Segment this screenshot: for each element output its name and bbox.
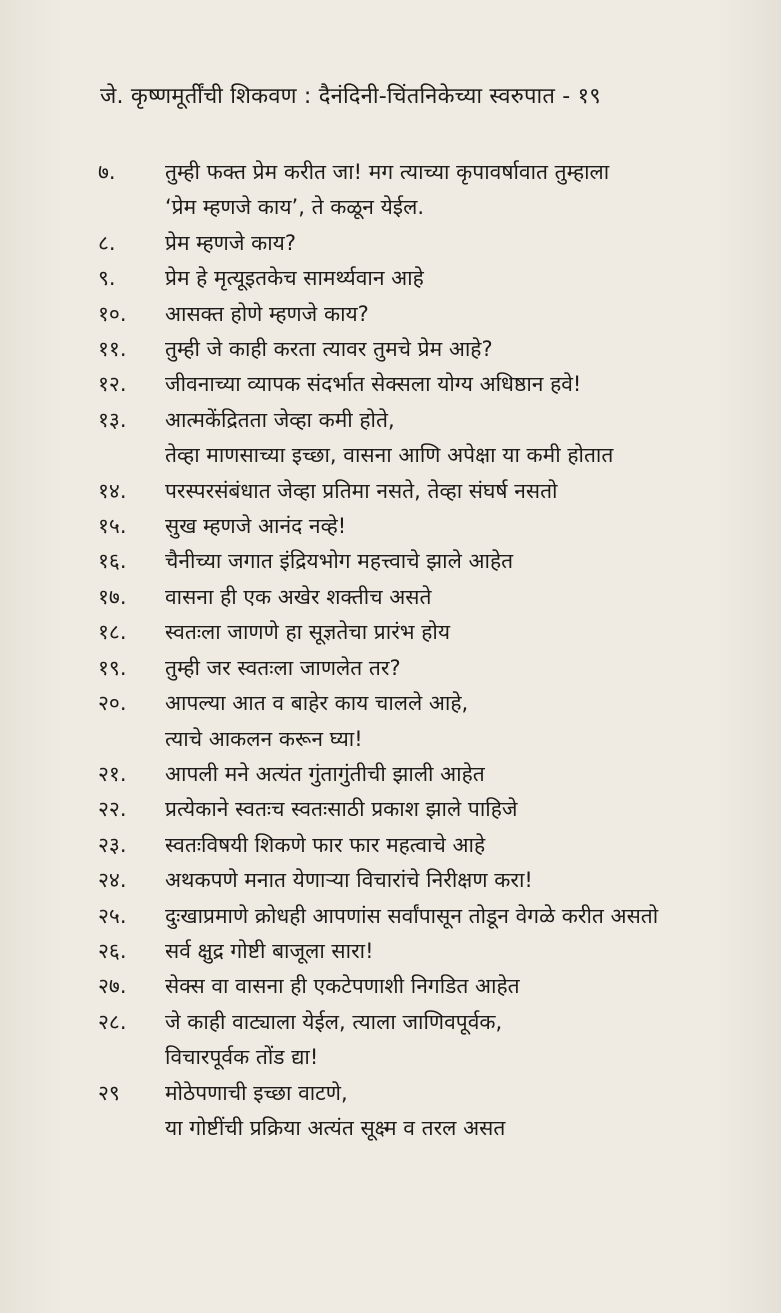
list-item xyxy=(0,863,781,898)
entry-number: २४. xyxy=(98,868,127,893)
running-head: जे. कृष्णमूर्तींची शिकवण : दैनंदिनी-चिंतनिकेच्या स्वरुपात - १९ xyxy=(100,84,601,109)
list-item xyxy=(0,403,781,474)
entry-text xyxy=(165,403,755,474)
list-item xyxy=(0,1005,781,1076)
entry-number: २२. xyxy=(98,797,127,822)
list-item xyxy=(0,615,781,650)
entry-line: या गोष्टींची प्रक्रिया अत्यंत सूक्ष्म व तरल असत xyxy=(165,1115,506,1140)
entry-text xyxy=(165,226,755,261)
entry-line: तुम्ही जे काही करता त्यावर तुमचे प्रेम आहे? xyxy=(165,337,493,362)
entry-number: २९ xyxy=(98,1080,120,1105)
list-item xyxy=(0,757,781,792)
entry-number: २३. xyxy=(98,832,127,857)
entry-number: ८. xyxy=(98,230,116,255)
entry-line: आपल्या आत व बाहेर काय चालले आहे, xyxy=(165,691,469,716)
entry-line: आसक्त होणे म्हणजे काय? xyxy=(165,301,369,326)
entry-number: ७. xyxy=(98,160,116,184)
entry-number: १०. xyxy=(98,301,127,326)
entry-number: १६. xyxy=(98,549,127,574)
entry-number: १८. xyxy=(98,620,127,645)
entry-line: अथकपणे मनात येणाऱ्या विचारांचे निरीक्षण करा! xyxy=(165,868,533,893)
list-item xyxy=(0,261,781,296)
entry-text xyxy=(165,792,755,827)
entry-line: प्रेम हे मृत्यूइतकेच सामर्थ्यवान आहे xyxy=(165,266,424,291)
list-item xyxy=(0,651,781,686)
entry-line: जे काही वाट्याला येईल, त्याला जाणिवपूर्वक, xyxy=(165,1009,503,1034)
entry-text xyxy=(165,969,755,1004)
entry-text xyxy=(165,863,755,898)
entry-line: सर्व क्षुद्र गोष्टी बाजूला सारा! xyxy=(165,938,374,963)
list-item xyxy=(0,969,781,1004)
list-item xyxy=(0,934,781,969)
list-item xyxy=(0,509,781,544)
entry-line: प्रेम म्हणजे काय? xyxy=(165,230,297,255)
entry-text xyxy=(165,757,755,792)
entry-line: ‘प्रेम म्हणजे काय’, ते कळून येईल. xyxy=(165,195,425,220)
entry-line: चैनीच्या जगात इंद्रियभोग महत्त्वाचे झाले आहेत xyxy=(165,549,514,574)
entry-line: परस्परसंबंधात जेव्हा प्रतिमा नसते, तेव्हा संघर्ष नसतो xyxy=(165,478,558,503)
entry-line: जीवनाच्या व्यापक संदर्भात सेक्सला योग्य अधिष्ठान हवे! xyxy=(165,372,582,397)
list-item xyxy=(0,297,781,332)
entry-line: तेव्हा माणसाच्या इच्छा, वासना आणि अपेक्षा या कमी होतात xyxy=(165,443,614,468)
entry-text xyxy=(165,651,755,686)
entry-text xyxy=(165,509,755,544)
entry-line: आपली मने अत्यंत गुंतागुंतीची झाली आहेत xyxy=(165,761,485,786)
list-item xyxy=(0,544,781,579)
list-item xyxy=(0,474,781,509)
entry-text xyxy=(165,474,755,509)
entry-text xyxy=(165,1005,755,1076)
entry-number: २६. xyxy=(98,938,127,963)
entry-text xyxy=(165,1076,755,1147)
entry-text xyxy=(165,934,755,969)
entry-line: सुख म्हणजे आनंद नव्हे! xyxy=(165,514,347,539)
entry-number: १५. xyxy=(98,514,127,539)
entry-number: १३. xyxy=(98,407,127,432)
entry-text xyxy=(165,899,755,934)
entry-line: तुम्ही जर स्वतःला जाणलेत तर? xyxy=(165,655,401,680)
list-item xyxy=(0,332,781,367)
entry-line: स्वतःविषयी शिकणे फार फार महत्वाचे आहे xyxy=(165,832,486,857)
entry-line: दुःखाप्रमाणे क्रोधही आपणांस सर्वांपासून तोडून वेगळे करीत असतो xyxy=(165,903,659,928)
list-item xyxy=(0,367,781,402)
entry-line: आत्मकेंद्रितता जेव्हा कमी होते, xyxy=(165,407,395,432)
entry-line: तुम्ही फक्त प्रेम करीत जा! मग त्याच्या कृपावर्षावात तुम्हाला xyxy=(165,160,610,184)
entry-list xyxy=(0,155,781,1146)
list-item xyxy=(0,828,781,863)
entry-number: २१. xyxy=(98,761,127,786)
entry-line: त्याचे आकलन करून घ्या! xyxy=(165,726,363,751)
entry-number: २०. xyxy=(98,691,127,716)
entry-text xyxy=(165,580,755,615)
list-item xyxy=(0,580,781,615)
entry-text xyxy=(165,367,755,402)
entry-text xyxy=(165,615,755,650)
entry-number: २८. xyxy=(98,1009,127,1034)
entry-number: ११. xyxy=(98,337,127,362)
entry-number: १४. xyxy=(98,478,127,503)
entry-number: १२. xyxy=(98,372,127,397)
entry-text xyxy=(165,828,755,863)
entry-line: मोठेपणाची इच्छा वाटणे, xyxy=(165,1080,348,1105)
entry-number: ९. xyxy=(98,266,116,291)
entry-number: २५. xyxy=(98,903,127,928)
list-item xyxy=(0,1076,781,1147)
entry-text xyxy=(165,332,755,367)
list-item xyxy=(0,226,781,261)
entry-text xyxy=(165,297,755,332)
entry-text xyxy=(165,544,755,579)
entry-line: प्रत्येकाने स्वतःच स्वतःसाठी प्रकाश झाले पाहिजे xyxy=(165,797,518,822)
entry-number: १७. xyxy=(98,584,127,609)
list-item xyxy=(0,899,781,934)
entry-number: २७. xyxy=(98,974,127,999)
entry-line: विचारपूर्वक तोंड द्या! xyxy=(165,1045,319,1070)
entry-text xyxy=(165,261,755,296)
entry-number: १९. xyxy=(98,655,127,680)
entry-line: स्वतःला जाणणे हा सूज्ञतेचा प्रारंभ होय xyxy=(165,620,450,645)
list-item xyxy=(0,686,781,757)
entry-line: सेक्स वा वासना ही एकटेपणाशी निगडित आहेत xyxy=(165,974,520,999)
entry-line: वासना ही एक अखेर शक्तीच असते xyxy=(165,584,432,609)
list-item xyxy=(0,792,781,827)
entry-text xyxy=(165,686,755,757)
entry-text xyxy=(165,155,755,226)
list-item xyxy=(0,155,781,226)
